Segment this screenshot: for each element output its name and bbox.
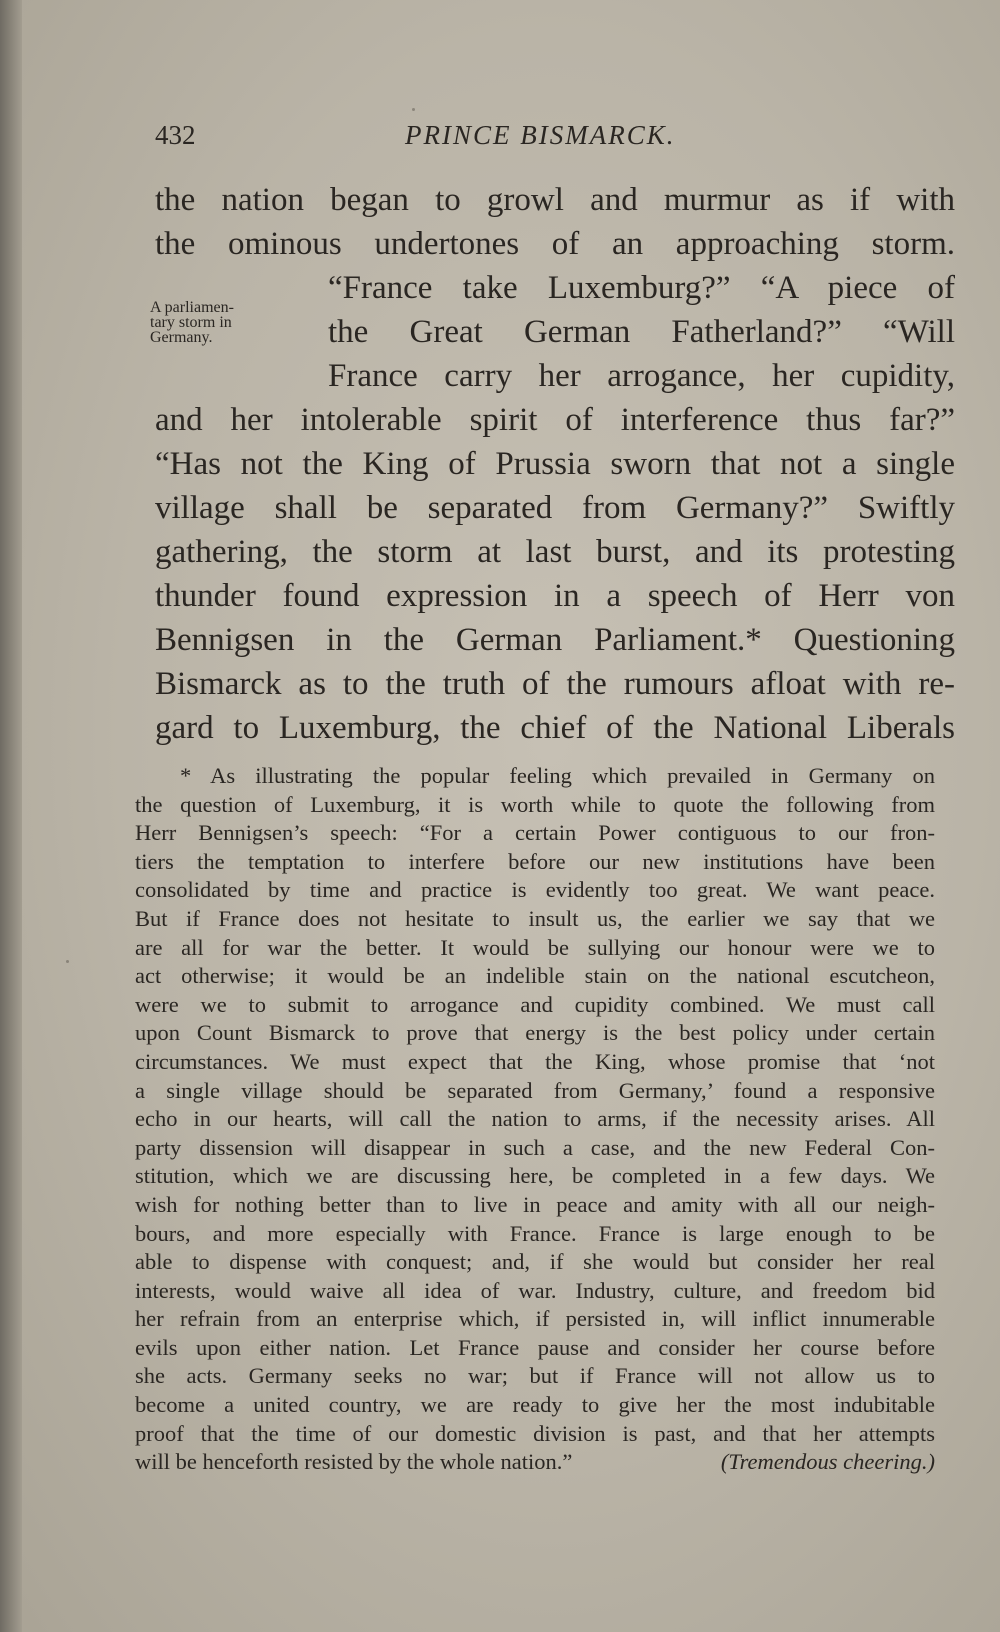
footnote-line: wish for nothing better than to live in peace and amity with all our neigh- [135,1191,935,1217]
main-text [155,178,955,750]
text-line: “Has not the King of Prussia sworn that not a single [155,446,955,482]
sidenote-line: A parliamen- [150,299,234,316]
text-line: Bismarck as to the truth of the rumours afloat with re- [155,666,955,702]
footnote-line: * As illustrating the popular feeling which prevailed in Germany on [180,763,935,788]
footnote-line: were we to submit to arrogance and cupidity combined. We must call [135,991,935,1017]
sidenote-line: Germany. [150,329,213,346]
text-line: “France take Luxemburg?” “A piece of [328,270,955,306]
footnote-line: consolidated by time and practice is evidently too great. We want peace. [135,877,935,903]
footnote-line: bours, and more especially with France. France is large enough to be [135,1220,935,1246]
footnote-line: circumstances. We must expect that the King, whose promise that ‘not [135,1048,935,1074]
footnote-line: become a united country, we are ready to give her the most indubitable [135,1392,935,1418]
text-line: the Great German Fatherland?” “Will [328,314,955,350]
footnote-line: But if France does not hesitate to insult us, the earlier we say that we [135,905,935,931]
running-title: PRINCE BISMARCK. [405,120,676,150]
footnote-line: tiers the temptation to interfere before our new institutions have been [135,848,935,874]
page-number: 432 [155,120,196,150]
footnote [135,762,935,1477]
footnote-line: she acts. Germany seeks no war; but if France will not allow us to [135,1363,935,1389]
text-line: Bennigsen in the German Parliament.* Questioning [155,622,955,658]
footnote-last-line [135,1448,935,1477]
footnote-line: echo in our hearts, will call the nation to arms, if the necessity arises. All [135,1106,935,1132]
footnote-line: her refrain from an enterprise which, if persisted in, will inflict innumerable [135,1306,935,1332]
text-line: gard to Luxemburg, the chief of the National Liberals [155,710,955,746]
applause-note: (Tremendous cheering.) [720,1449,935,1475]
paper-speck [412,108,415,111]
footnote-line: evils upon either nation. Let France pause and consider her course before [135,1334,935,1360]
footnote-line: the question of Luxemburg, it is worth while to quote the following from [135,791,935,817]
text-line: thunder found expression in a speech of Herr von [155,578,955,614]
paper-speck [66,960,69,963]
footnote-line: able to dispense with conquest; and, if she would but consider her real [135,1249,935,1275]
text-line: France carry her arrogance, her cupidity, [328,358,955,394]
footnote-line: are all for war the better. It would be sullying our honour were we to [135,934,935,960]
footnote-line: party dissension will disappear in such a case, and the new Federal Con- [135,1134,935,1160]
footnote-line: upon Count Bismarck to prove that energy is the best policy under certain [135,1020,935,1046]
text-line: village shall be separated from Germany?” Swiftly [155,490,955,526]
footnote-line: Herr Bennigsen’s speech: “For a certain Power contiguous to our fron- [135,820,935,846]
text-line: the ominous undertones of an approaching storm. [155,226,955,262]
footnote-line: will be henceforth resisted by the whole nation.” [135,1449,573,1475]
text-line: the nation began to growl and murmur as if with [155,182,955,218]
footnote-line: interests, would waive all idea of war. Industry, culture, and freedom bid [135,1277,935,1303]
footnote-line: a single village should be separated from Germany,’ found a responsive [135,1077,935,1103]
page-gutter-shadow [0,0,22,1632]
footnote-line: stitution, which we are discussing here, be completed in a few days. We [135,1163,935,1189]
footnote-line: act otherwise; it would be an indelible stain on the national escutcheon, [135,963,935,989]
footnote-line: proof that the time of our domestic division is past, and that her attempts [135,1420,935,1446]
text-line: gathering, the storm at last burst, and its protesting [155,534,955,570]
sidenote-line: tary storm in [150,314,232,331]
page-header [155,112,955,162]
text-line: and her intolerable spirit of interference thus far?” [155,402,955,438]
